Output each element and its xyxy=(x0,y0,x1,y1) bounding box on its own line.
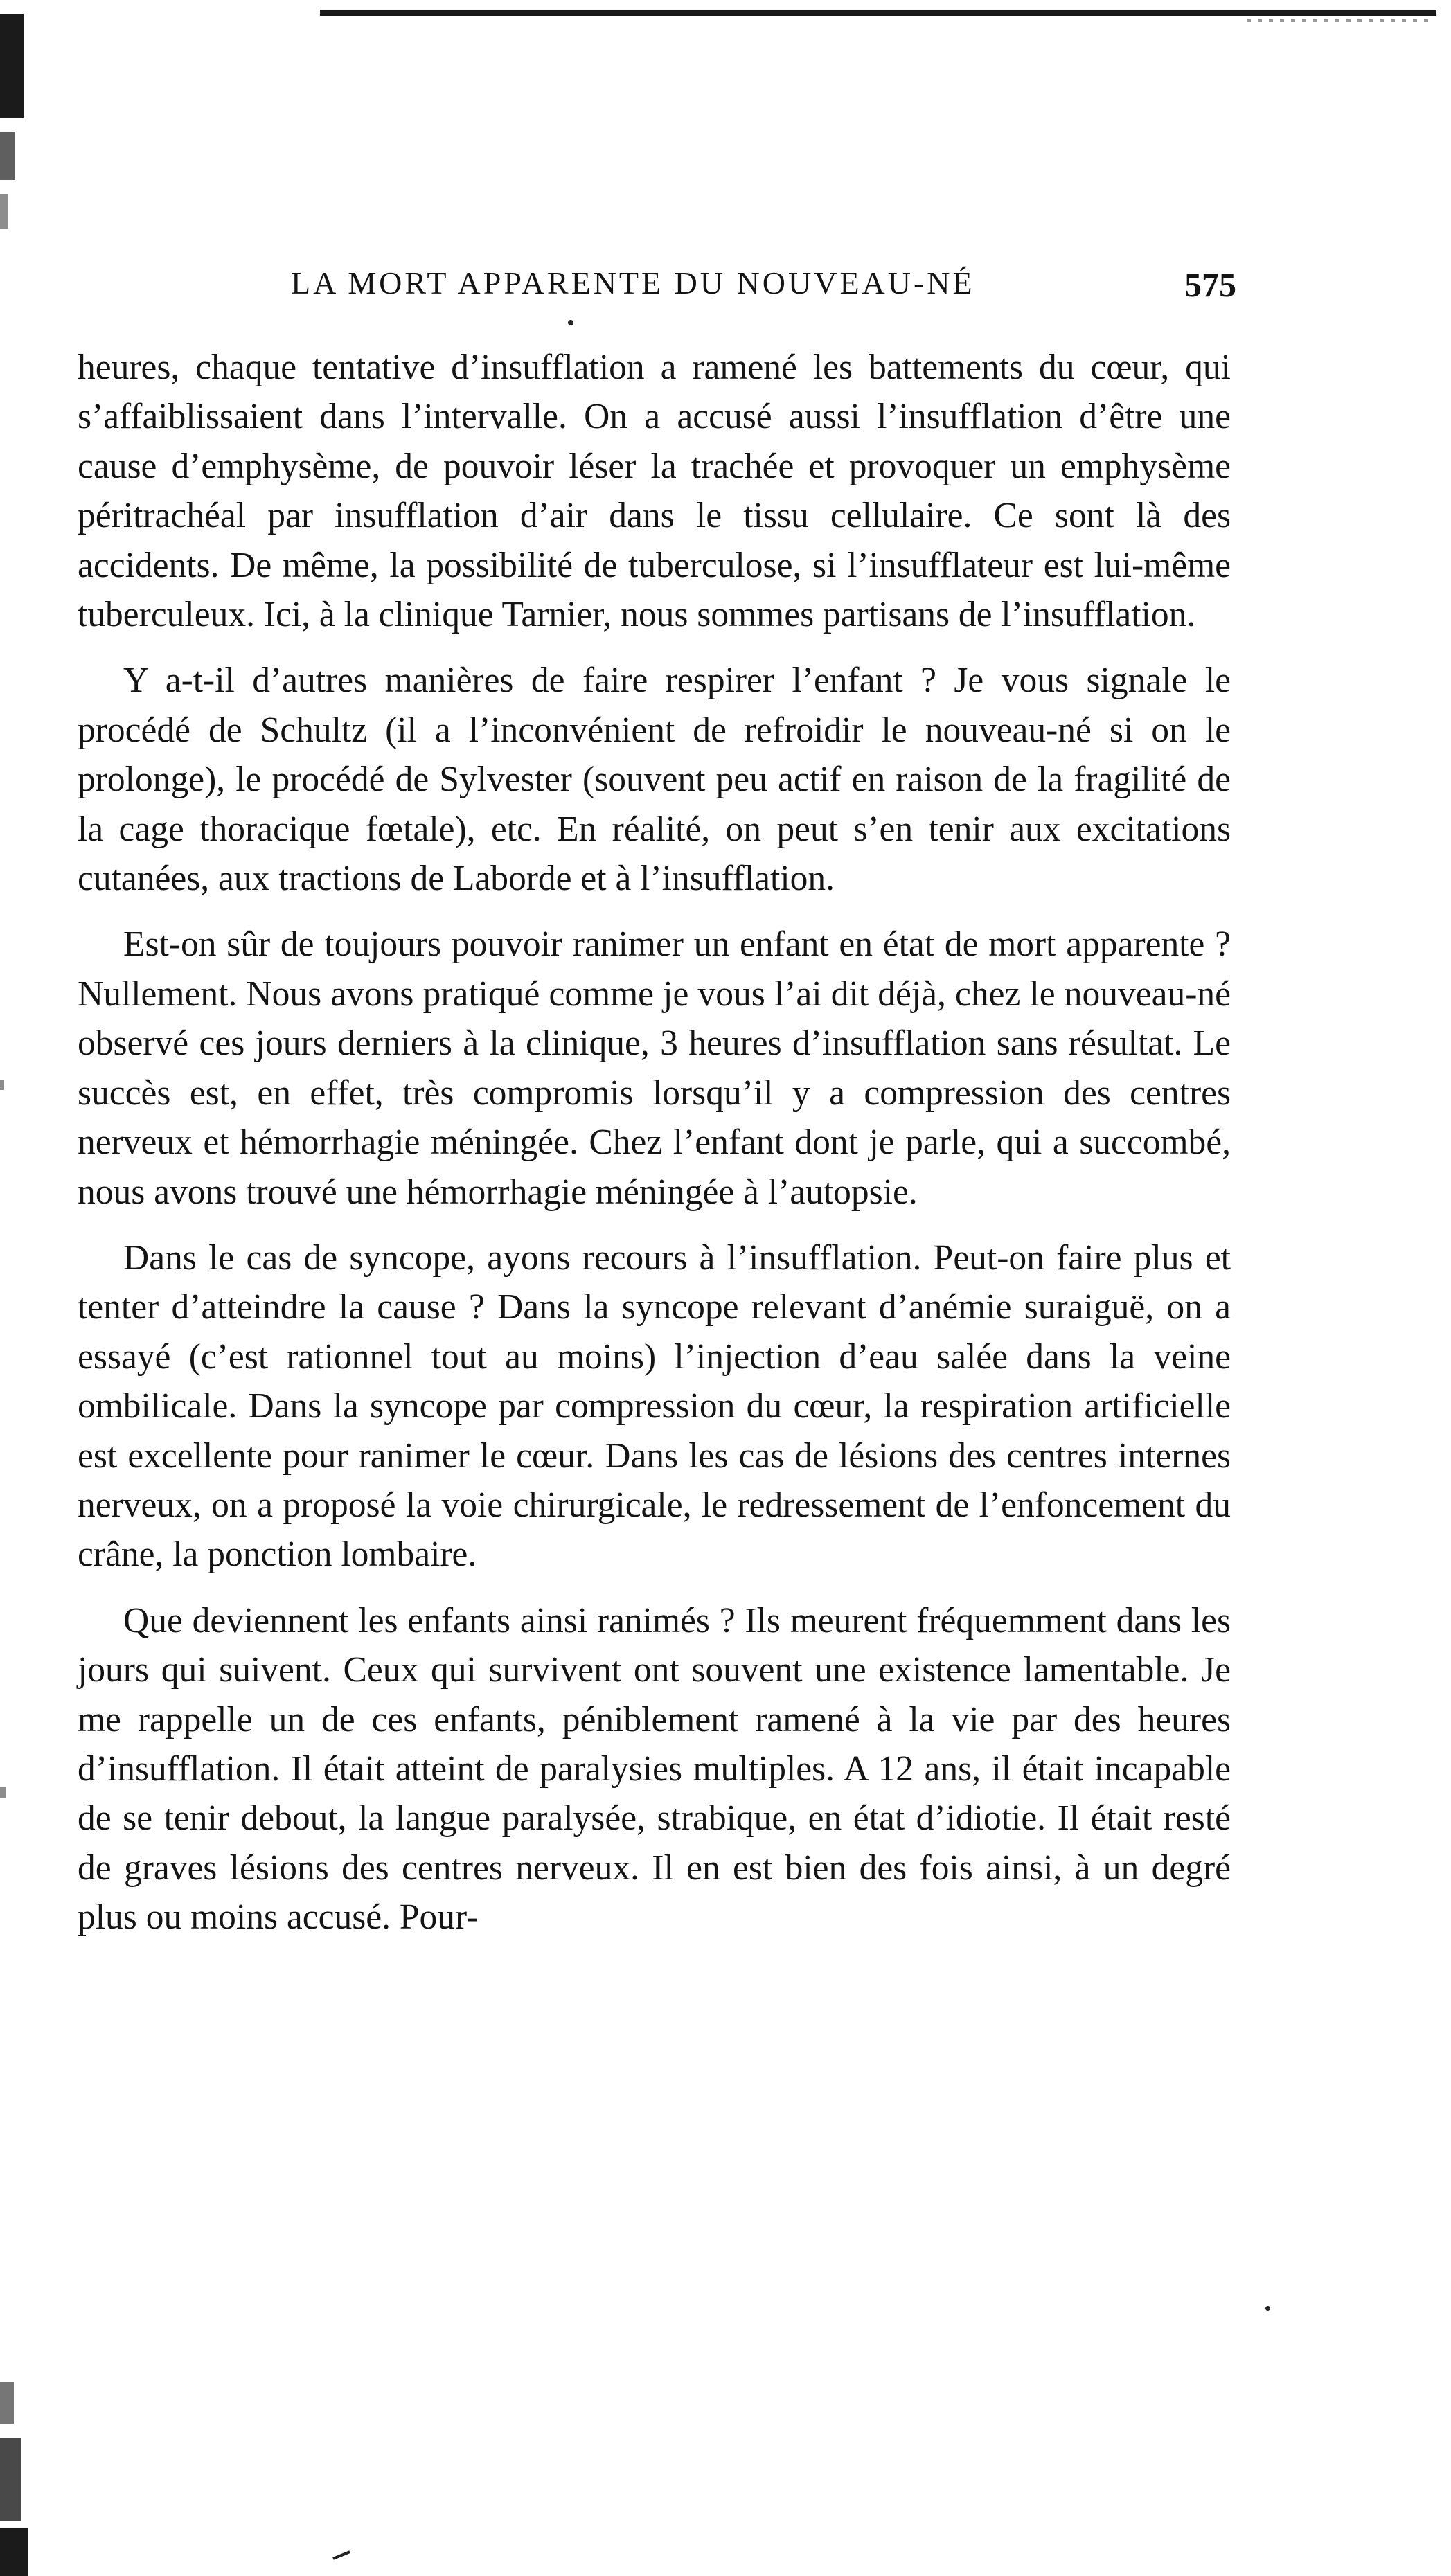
running-title: LA MORT APPARENTE DU NOUVEAU-NÉ xyxy=(291,265,975,301)
top-rule xyxy=(320,10,1436,16)
paragraph: heures, chaque tentative d’insufflation a ramené les battements du cœur, qui s’affaiblissaient dans l’intervalle. On a accusé aussi l’insufflation d’être une cause d’emphysème, de pouvoir léser la trachée et provoquer un emphysème péritrachéal par insufflation d’air dans le tissu cellulaire. Ce sont là des accidents. De même, la possibilité de tuberculose, si l’insufflateur est lui-même tuberculeux. Ici, à la clinique Tarnier, nous sommes partisans de l’insufflation. xyxy=(78,348,1231,635)
ink-stroke xyxy=(332,2550,350,2559)
binding-edge-shadow xyxy=(0,14,29,2576)
paragraph: Y a-t-il d’autres manières de faire respirer l’enfant ? Je vous signale le procédé de Schultz (il a l’inconvénient de refroidir le nouveau-né si on le prolonge), le procédé de Sylvester (souvent peu actif en raison de la fragilité de la cage thoracique fœtale), etc. En réalité, on peut s’en tenir aux excitations cutanées, aux tractions de Laborde et à l’insufflation. xyxy=(78,661,1231,899)
ink-speck xyxy=(568,320,573,325)
paragraph: Est-on sûr de toujours pouvoir ranimer un enfant en état de mort apparente ? Nullement. Nous avons pratiqué comme je vous l’ai dit déjà, chez le nouveau-né observé ces jours derniers à la clinique, 3 heures d’insufflation sans résultat. Le succès est, en effet, très compromis lorsqu’il y a compression des centres nerveux et hémorrhagie méningée. Chez l’enfant dont je parle, qui a succombé, nous avons trouvé une hémorrhagie méningée à l’autopsie. xyxy=(78,924,1231,1212)
running-head xyxy=(291,265,1236,313)
top-rule-speckle xyxy=(1247,19,1434,22)
page-number: 575 xyxy=(1184,265,1236,304)
paragraph: Que deviennent les enfants ainsi ranimés ? Ils meurent fréquemment dans les jours qui suivent. Ceux qui survivent ont souvent une existence lamentable. Je me rappelle un de ces enfants, péniblement ramené à la vie par des heures d’insufflation. Il était atteint de paralysies multiples. A 12 ans, il était incapable de se tenir debout, la langue paralysée, strabique, en état d’idiotie. Il était resté de graves lésions des centres nerveux. Il en est bien des fois ainsi, à un degré plus ou moins accusé. Pour- xyxy=(78,1600,1231,1938)
body-text xyxy=(78,343,1231,1959)
paragraph: Dans le cas de syncope, ayons recours à l’insufflation. Peut-on faire plus et tenter d’atteindre la cause ? Dans la syncope relevant d’anémie suraiguë, on a essayé (c’est rationnel tout au moins) l’injection d’eau salée dans la veine ombilicale. Dans la syncope par compression du cœur, la respiration artificielle est excellente pour ranimer le cœur. Dans les cas de lésions des centres internes nerveux, on a proposé la voie chirurgicale, le redressement de l’enfoncement du crâne, la ponction lombaire. xyxy=(78,1237,1231,1575)
ink-speck xyxy=(1265,2306,1270,2311)
